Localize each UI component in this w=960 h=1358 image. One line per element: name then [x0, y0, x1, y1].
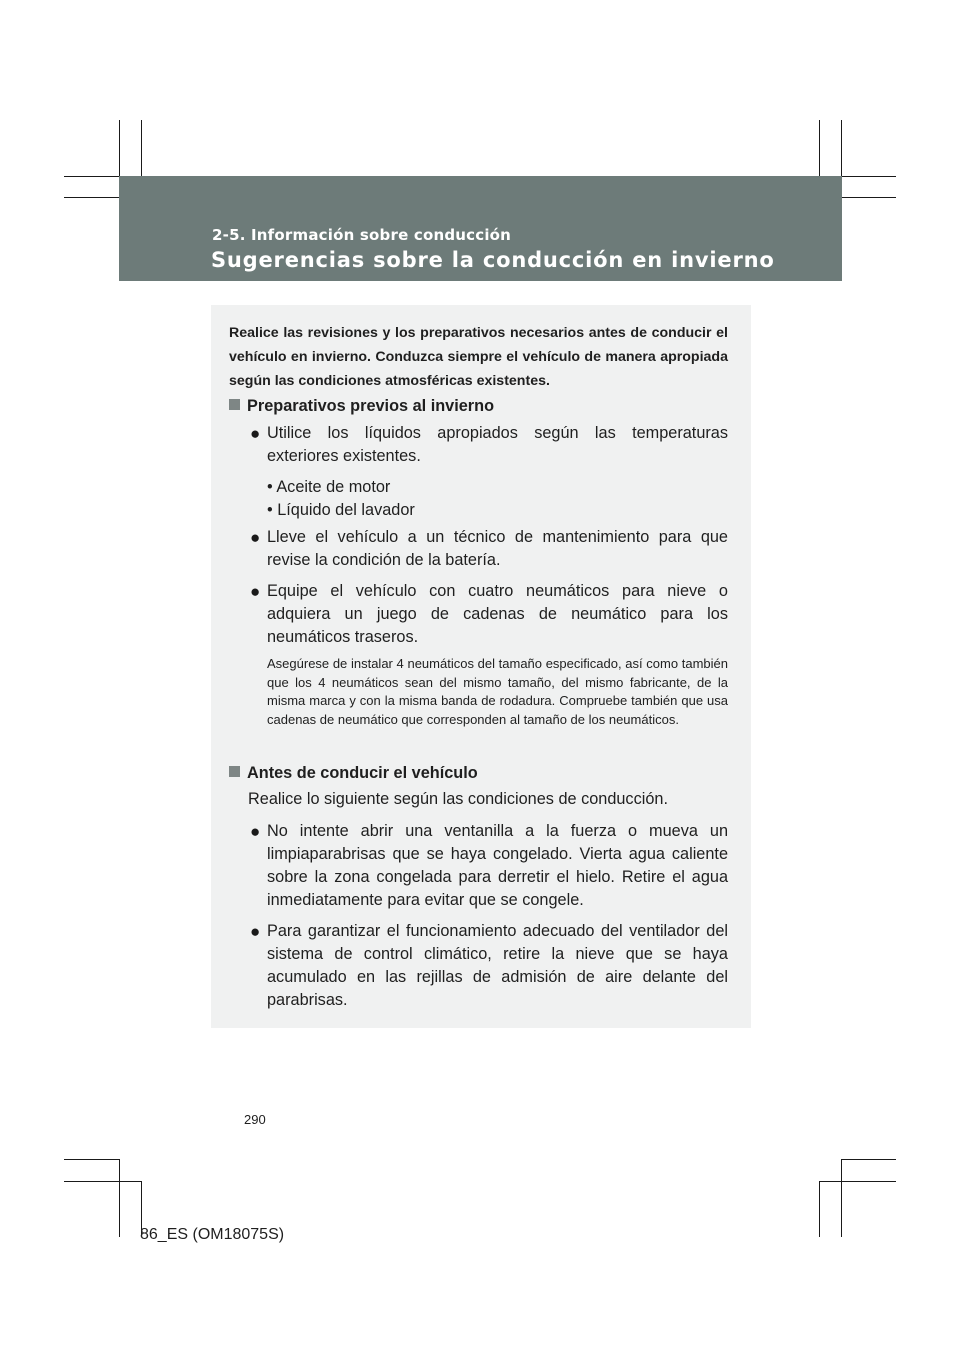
content-box — [211, 305, 751, 1028]
intro-paragraph: Realice las revisiones y los preparativos necesarios antes de conducir el vehículo en invierno. Conduzca siempre el vehículo de manera apropiada según las condiciones atmosféricas existentes. — [229, 325, 728, 389]
section-heading-text: Antes de conducir el vehículo — [247, 764, 478, 782]
crop-mark — [119, 120, 120, 176]
circle-bullet-icon: ● — [250, 582, 261, 601]
crop-mark — [819, 120, 820, 176]
crop-mark — [141, 120, 142, 176]
list-item: Para garantizar el funcionamiento adecuado del ventilador del sistema de control climático, retire la nieve que se haya acumulado en las rejillas de admisión de aire delante del parabrisas. — [267, 922, 728, 1009]
crop-mark — [841, 1159, 842, 1237]
crop-mark — [819, 1181, 896, 1182]
circle-bullet-icon: ● — [250, 822, 261, 841]
section-label: 2-5. Información sobre conducción — [212, 226, 512, 244]
section-heading — [229, 762, 478, 785]
crop-mark — [64, 197, 119, 198]
crop-mark — [841, 120, 842, 176]
list-item: Lleve el vehículo a un técnico de mantenimiento para que revise la condición de la batería. — [267, 528, 728, 569]
crop-mark — [64, 1181, 141, 1182]
circle-bullet-icon: ● — [250, 922, 261, 941]
list-item: Equipe el vehículo con cuatro neumáticos para nieve o adquiera un juego de cadenas de neumático para los neumáticos traseros. — [267, 582, 728, 646]
circle-bullet-icon: ● — [250, 528, 261, 547]
square-bullet-icon — [229, 766, 240, 777]
document-code: 86_ES (OM18075S) — [140, 1226, 285, 1243]
square-bullet-icon — [229, 399, 240, 410]
sub-list-item: • Aceite de motor — [267, 478, 391, 496]
page-number: 290 — [244, 1112, 266, 1127]
crop-mark — [842, 197, 896, 198]
list-item: No intente abrir una ventanilla a la fuerza o mueva un limpiaparabrisas que se haya congelado. Vierta agua caliente sobre la zona congelada para derretir el hielo. Retire el agua inmediatamente para evitar que se congele. — [267, 822, 728, 909]
crop-mark — [119, 1159, 120, 1237]
section-heading — [229, 395, 494, 418]
crop-mark — [842, 176, 896, 177]
circle-bullet-icon: ● — [250, 424, 261, 443]
chapter-header — [119, 176, 842, 281]
page-title: Sugerencias sobre la conducción en invierno — [211, 248, 775, 272]
crop-mark — [64, 1159, 119, 1160]
crop-mark — [819, 1181, 820, 1237]
section-intro: Realice lo siguiente según las condiciones de conducción. — [248, 790, 668, 808]
sub-list-item: • Líquido del lavador — [267, 501, 415, 519]
section-heading-text: Preparativos previos al invierno — [247, 397, 495, 415]
crop-mark — [64, 176, 119, 177]
note-paragraph: Asegúrese de instalar 4 neumáticos del tamaño especificado, así como también que los 4 neumáticos sean del mismo tamaño, del mismo fabricante, de la misma marca y con la misma banda de rodadura. Compruebe también que usa cadenas de neumático que corresponden al tamaño de los neumáticos. — [267, 656, 728, 727]
crop-mark — [841, 1159, 896, 1160]
list-item: Utilice los líquidos apropiados según las temperaturas exteriores existentes. — [267, 424, 728, 465]
